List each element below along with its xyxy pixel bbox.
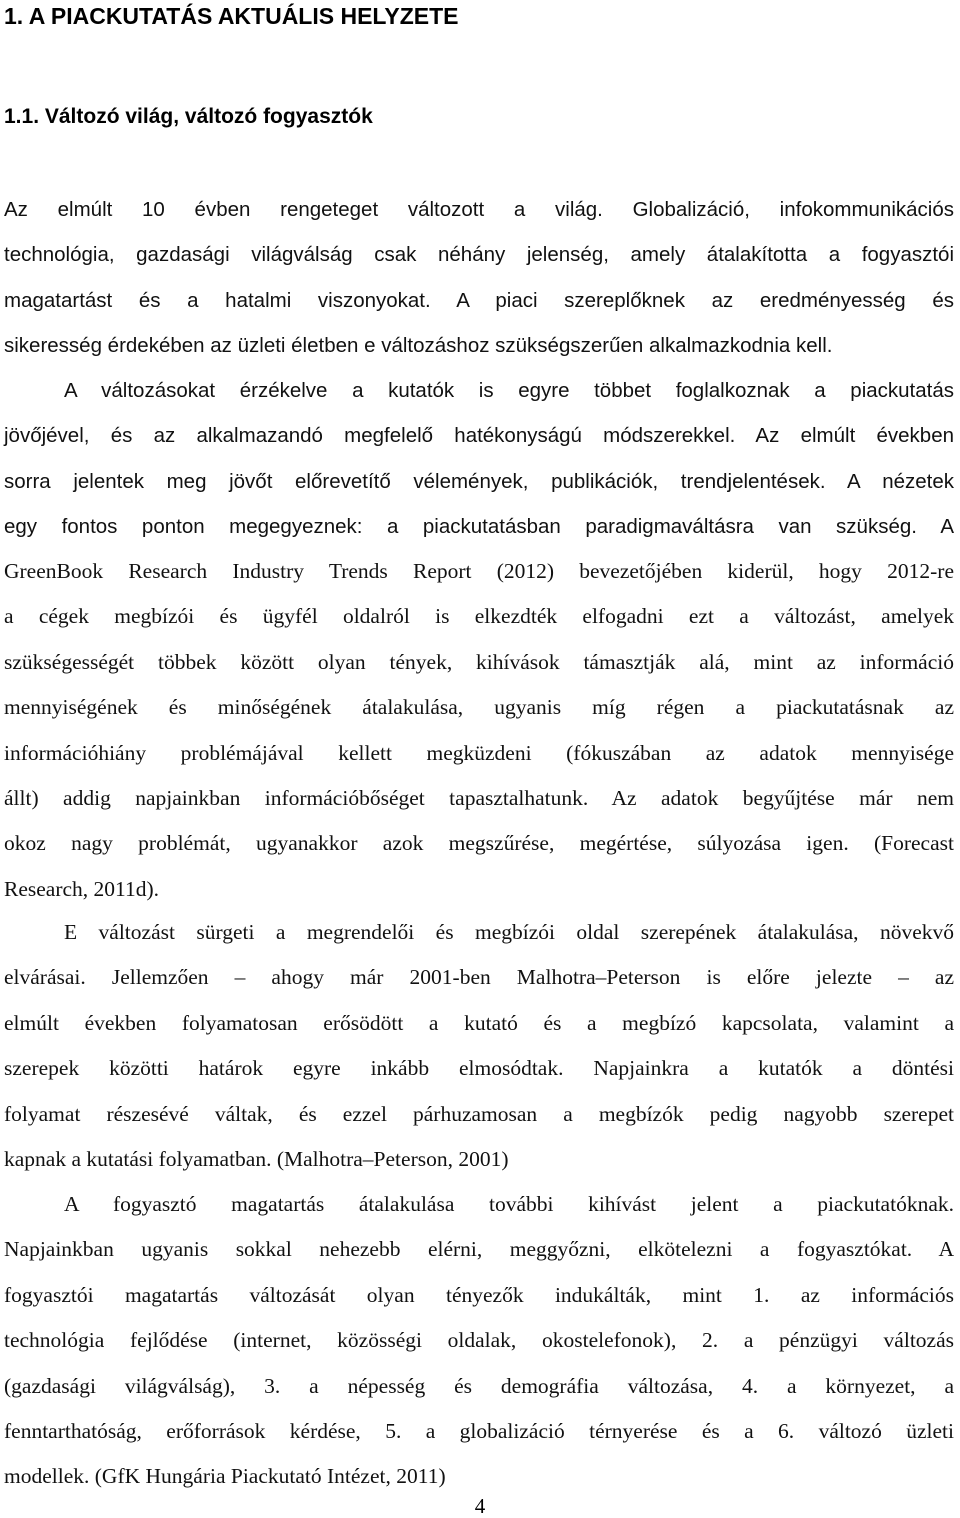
- paragraph-2-line: mennyiségének és minőségének átalakulása, ugyanis míg régen a piackutatásnak az: [4, 695, 954, 720]
- paragraph-2-sans: [4, 368, 954, 550]
- paragraph-2-line: egy fontos ponton megegyeznek: a piackutatásban paradigmaváltásra van szükség. A: [4, 515, 954, 539]
- paragraph-4-line: Napjainkban ugyanis sokkal nehezebb elérni, meggyőzni, elkötelezni a fogyasztókat. A: [4, 1237, 954, 1262]
- paragraph-4-line: (gazdasági világválság), 3. a népesség és demográfia változása, 4. a környezet, a: [4, 1373, 954, 1398]
- paragraph-4: [4, 1182, 954, 1500]
- paragraph-2-line: Research, 2011d).: [4, 876, 160, 901]
- paragraph-3-line: kapnak a kutatási folyamatban. (Malhotra–Peterson, 2001): [4, 1147, 509, 1172]
- paragraph-4-line: technológia fejlődése (internet, közösségi oldalak, okostelefonok), 2. a pénzügyi változás: [4, 1328, 954, 1353]
- paragraph-2-line: szükségességét többek között olyan tények, kihívások támasztják alá, mint az információ: [4, 649, 954, 674]
- paragraph-3-line: E változást sürgeti a megrendelői és megbízói oldal szerepének átalakulása, növekvő: [64, 920, 954, 944]
- paragraph-2-line: GreenBook Research Industry Trends Report (2012) bevezetőjében kiderül, hogy 2012-re: [4, 559, 954, 583]
- chapter-heading: 1. A PIACKUTATÁS AKTUÁLIS HELYZETE: [4, 3, 459, 29]
- section-heading: 1.1. Változó világ, változó fogyasztók: [4, 105, 373, 128]
- paragraph-3-line: szerepek közötti határok egyre inkább elmosódtak. Napjainkra a kutatók a döntési: [4, 1056, 954, 1081]
- paragraph-3-line: elmúlt években folyamatosan erősödött a kutató és a megbízó kapcsolata, valamint a: [4, 1010, 954, 1035]
- paragraph-3-line: elvárásai. Jellemzően – ahogy már 2001-ben Malhotra–Peterson is előre jelezte – az: [4, 965, 954, 990]
- paragraph-2-line: információhiány problémájával kellett megküzdeni (fókuszában az adatok mennyisége: [4, 740, 954, 765]
- paragraph-4-line: fogyasztói magatartás változását olyan tényezők indukálták, mint 1. az információs: [4, 1282, 954, 1307]
- paragraph-2-line: okoz nagy problémát, ugyanakkor azok megszűrése, megértése, súlyozása igen. (Forecast: [4, 831, 954, 856]
- paragraph-3: [4, 910, 954, 1182]
- paragraph-1-line: sikeresség érdekében az üzleti életben e változáshoz szükségszerűen alkalmazkodnia kell.: [4, 334, 833, 358]
- paragraph-2-line: jövőjével, és az alkalmazandó megfelelő hatékonyságú módszerekkel. Az elmúlt években: [4, 424, 954, 448]
- paragraph-1: [4, 187, 954, 369]
- paragraph-3-line: folyamat részesévé váltak, és ezzel párhuzamosan a megbízók pedig nagyobb szerepet: [4, 1101, 954, 1126]
- paragraph-4-line: fenntarthatóság, erőforrások kérdése, 5. a globalizáció térnyerése és a 6. változó üzleti: [4, 1419, 954, 1444]
- paragraph-2-line: sorra jelentek meg jövőt előrevetítő vélemények, publikációk, trendjelentések. A nézetek: [4, 469, 954, 493]
- paragraph-2-line: állt) addig napjainkban információbőséget tapasztalhatunk. Az adatok begyűjtése már nem: [4, 786, 954, 811]
- paragraph-2-serif: [4, 549, 954, 912]
- paragraph-2-line: A változásokat érzékelve a kutatók is egyre többet foglalkoznak a piackutatás: [64, 379, 954, 402]
- paragraph-2-line: a cégek megbízói és ügyfél oldalról is elkezdték elfogadni ezt a változást, amelyek: [4, 604, 954, 629]
- paragraph-4-line: A fogyasztó magatartás átalakulása további kihívást jelent a piackutatóknak.: [64, 1192, 954, 1216]
- paragraph-4-line: modellek. (GfK Hungária Piackutató Intézet, 2011): [4, 1464, 446, 1489]
- paragraph-1-line: technológia, gazdasági világválság csak néhány jelenség, amely átalakította a fogyasztói: [4, 243, 954, 267]
- paragraph-1-line: magatartást és a hatalmi viszonyokat. A piaci szereplőknek az eredményesség és: [4, 288, 954, 312]
- page-number: 4: [474, 1494, 486, 1518]
- paragraph-1-line: Az elmúlt 10 évben rengeteget változott a világ. Globalizáció, infokommunikációs: [4, 198, 954, 221]
